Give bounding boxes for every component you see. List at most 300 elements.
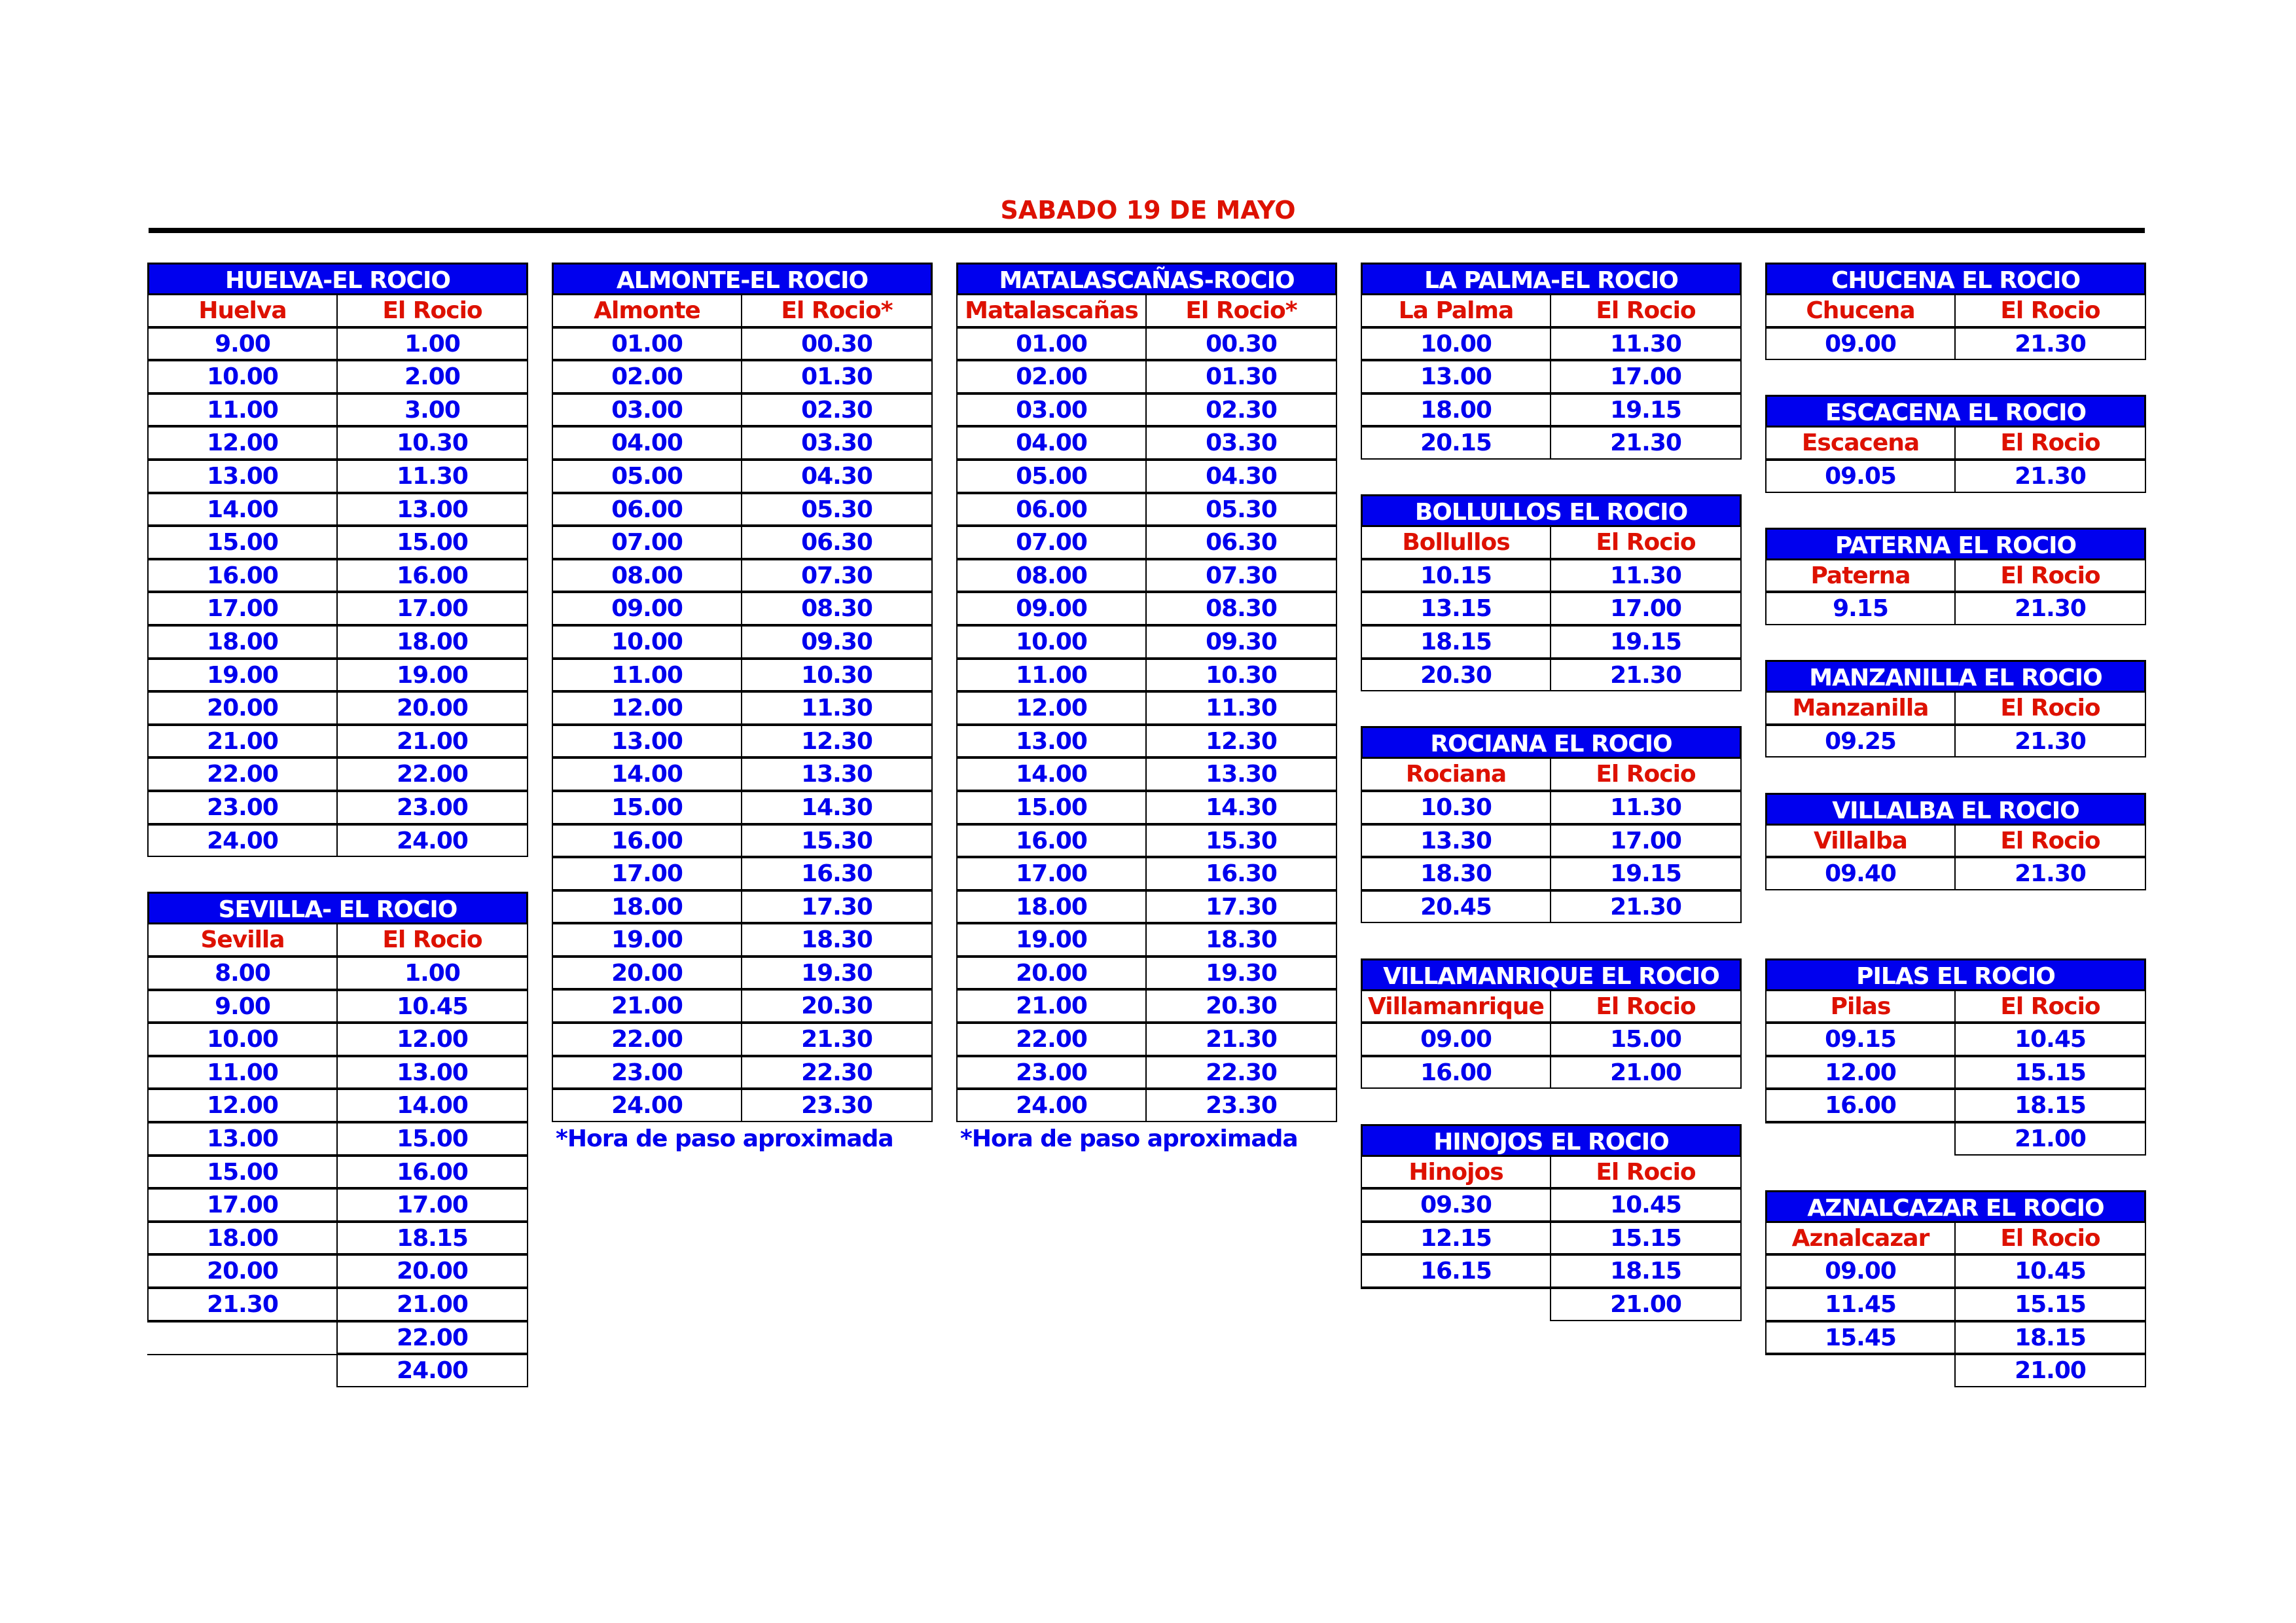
departure-time: 09.00 [552,592,742,625]
table-row [147,991,528,1025]
arrival-time: 06.30 [1145,526,1337,559]
table-row [147,660,528,693]
departure-time: 15.00 [147,1156,338,1189]
table-row [147,826,528,859]
destination-column-header: El Rocio [1550,526,1742,559]
table-row [552,560,933,594]
departure-time: 05.00 [956,460,1147,493]
arrival-time: 04.30 [741,460,933,493]
table-row [147,958,528,991]
table-row [552,826,933,859]
departure-time: 15.45 [1765,1321,1956,1355]
table-row [956,693,1337,726]
departure-time: 10.00 [956,625,1147,659]
column-header-row [956,295,1337,329]
departure-time: 22.00 [552,1023,742,1056]
departure-time: 16.00 [147,559,338,593]
arrival-time: 13.30 [1145,757,1337,791]
departure-time: 24.00 [956,1089,1147,1122]
timetable-title: LA PALMA-EL ROCIO [1361,263,1742,295]
timetable-title: ALMONTE-EL ROCIO [552,263,933,295]
table-row [552,1024,933,1057]
departure-time: 20.45 [1361,890,1551,924]
column-header-row [1361,759,1742,792]
departure-time: 19.00 [956,923,1147,957]
departure-time: 09.30 [1361,1188,1551,1222]
timetable-almonte [552,263,933,1123]
table-row [1765,1256,2146,1289]
table-row [147,1090,528,1123]
title-divider [149,228,2145,233]
arrival-time: 08.30 [741,592,933,625]
arrival-time: 21.00 [1550,1056,1742,1089]
empty-cell [1765,1354,1956,1387]
table-row [147,1057,528,1091]
table-row [552,792,933,826]
arrival-time: 19.15 [1550,857,1742,890]
table-row [147,1289,528,1322]
departure-time: 22.00 [147,757,338,791]
arrival-time: 07.30 [741,559,933,593]
arrival-time: 17.00 [336,1188,528,1222]
arrival-time: 22.00 [336,1321,528,1355]
departure-time: 09.05 [1765,460,1956,493]
table-row [552,693,933,726]
arrival-time: 19.15 [1550,393,1742,427]
departure-time: 15.00 [147,526,338,559]
table-row [147,461,528,494]
departure-time: 19.00 [552,923,742,957]
departure-time: 23.00 [956,1056,1147,1089]
origin-column-header: Huelva [147,294,338,327]
table-row [1361,560,1742,594]
arrival-time: 24.00 [336,1354,528,1387]
arrival-time: 21.00 [1954,1122,2146,1156]
arrival-time: 15.15 [1954,1288,2146,1321]
timetable-villalba [1765,793,2146,892]
departure-time: 18.00 [1361,393,1551,427]
departure-time: 20.00 [552,957,742,990]
departure-time: 13.00 [956,725,1147,758]
table-row [552,329,933,362]
arrival-time: 22.30 [1145,1056,1337,1089]
arrival-time: 09.30 [1145,625,1337,659]
column-header-row [1361,295,1742,329]
column-header-row [1361,1157,1742,1190]
origin-column-header: Rociana [1361,757,1551,791]
table-row [956,361,1337,395]
timetable-title: MATALASCAÑAS-ROCIO [956,263,1337,295]
departure-time: 16.15 [1361,1254,1551,1288]
departure-time: 9.00 [147,990,338,1023]
timetable-title: AZNALCAZAR EL ROCIO [1765,1190,2146,1223]
departure-time: 09.00 [956,592,1147,625]
departure-time: 10.00 [1361,327,1551,361]
departure-time: 9.00 [147,327,338,361]
departure-time: 09.40 [1765,857,1956,890]
arrival-time: 06.30 [741,526,933,559]
footnote: *Hora de paso aproximada [960,1125,1298,1152]
departure-time: 10.30 [1361,791,1551,824]
table-row [552,924,933,958]
column-header-row [1765,1223,2146,1256]
table-row [552,1090,933,1123]
destination-column-header: El Rocio* [741,294,933,327]
departure-time: 13.00 [147,1122,338,1156]
arrival-time: 01.30 [1145,360,1337,393]
arrival-time: 09.30 [741,625,933,659]
departure-time: 24.00 [147,824,338,858]
departure-time: 12.00 [147,1089,338,1122]
table-row [552,892,933,925]
departure-time: 17.00 [147,1188,338,1222]
table-row [1765,726,2146,759]
column-header-row [552,295,933,329]
arrival-time: 16.30 [1145,857,1337,890]
arrival-time: 21.00 [1550,1288,1742,1321]
timetable-sevilla [147,892,528,1388]
arrival-time: 18.00 [336,625,528,659]
departure-time: 21.00 [147,725,338,758]
empty-cell [147,1321,338,1355]
departure-time: 09.25 [1765,725,1956,758]
empty-cell [1361,1288,1551,1321]
arrival-time: 05.30 [1145,493,1337,526]
table-row [552,593,933,627]
table-row [147,627,528,660]
table-row [147,329,528,362]
arrival-time: 17.30 [741,890,933,924]
timetable-rociana [1361,726,1742,924]
table-row [147,1256,528,1289]
arrival-time: 20.00 [336,1254,528,1288]
departure-time: 12.00 [147,426,338,460]
arrival-time: 20.30 [1145,989,1337,1023]
timetable-chucena [1765,263,2146,361]
departure-time: 03.00 [552,393,742,427]
timetable-title: VILLAMANRIQUE EL ROCIO [1361,958,1742,991]
arrival-time: 19.15 [1550,625,1742,659]
arrival-time: 23.00 [336,791,528,824]
departure-time: 18.00 [552,890,742,924]
destination-column-header: El Rocio [1550,757,1742,791]
table-row [147,527,528,560]
timetable-title: SEVILLA- EL ROCIO [147,892,528,924]
table-row [1765,1355,2146,1389]
table-row [1361,1289,1742,1322]
arrival-time: 15.00 [336,1122,528,1156]
table-row [147,1024,528,1057]
column-header-row [1765,295,2146,329]
arrival-time: 17.00 [1550,824,1742,858]
table-row [956,991,1337,1024]
arrival-time: 11.30 [1550,559,1742,593]
departure-time: 13.00 [147,460,338,493]
table-row [956,660,1337,693]
table-row [552,858,933,892]
arrival-time: 11.30 [1550,791,1742,824]
arrival-time: 18.15 [1954,1321,2146,1355]
table-row [552,461,933,494]
departure-time: 9.15 [1765,592,1956,625]
departure-time: 18.00 [956,890,1147,924]
table-row [147,1190,528,1223]
departure-time: 17.00 [147,592,338,625]
timetable-huelva [147,263,528,858]
departure-time: 20.00 [147,1254,338,1288]
table-row [552,428,933,461]
table-row [147,726,528,759]
destination-column-header: El Rocio* [1145,294,1337,327]
departure-time: 20.00 [147,691,338,725]
departure-time: 09.00 [1765,327,1956,361]
table-row [147,593,528,627]
origin-column-header: Almonte [552,294,742,327]
arrival-time: 2.00 [336,360,528,393]
table-row [1765,858,2146,892]
arrival-time: 08.30 [1145,592,1337,625]
departure-time: 23.00 [552,1056,742,1089]
arrival-time: 21.30 [1550,659,1742,692]
table-row [1765,1123,2146,1157]
arrival-time: 02.30 [741,393,933,427]
table-row [956,792,1337,826]
table-row [1361,892,1742,925]
table-row [147,560,528,594]
column-header-row [1765,560,2146,594]
table-row [552,627,933,660]
departure-time: 20.30 [1361,659,1551,692]
arrival-time: 21.30 [1550,426,1742,460]
arrival-time: 13.00 [336,1056,528,1089]
table-row [1361,660,1742,693]
departure-time: 09.00 [1361,1023,1551,1056]
departure-time: 02.00 [956,360,1147,393]
destination-column-header: El Rocio [1954,294,2146,327]
timetable-villamanrique [1361,958,1742,1091]
departure-time: 8.00 [147,957,338,990]
departure-time: 22.00 [956,1023,1147,1056]
arrival-time: 21.30 [1954,460,2146,493]
destination-column-header: El Rocio [1954,559,2146,593]
column-header-row [147,295,528,329]
departure-time: 12.00 [956,691,1147,725]
table-row [1361,1190,1742,1223]
arrival-time: 03.30 [741,426,933,460]
arrival-time: 1.00 [336,327,528,361]
table-row [147,1355,528,1389]
column-header-row [1765,428,2146,461]
destination-column-header: El Rocio [1954,426,2146,460]
table-row [552,726,933,759]
arrival-time: 17.00 [1550,360,1742,393]
table-row [147,1223,528,1256]
timetable-bollullos [1361,494,1742,693]
arrival-time: 10.30 [336,426,528,460]
table-row [956,1024,1337,1057]
departure-time: 13.30 [1361,824,1551,858]
arrival-time: 15.30 [1145,824,1337,858]
table-row [956,826,1337,859]
departure-time: 11.00 [552,659,742,692]
timetable-title: MANZANILLA EL ROCIO [1765,660,2146,693]
arrival-time: 18.15 [336,1222,528,1255]
table-row [147,693,528,726]
departure-time: 11.00 [147,393,338,427]
table-row [1361,826,1742,859]
column-header-row [1765,991,2146,1025]
table-row [1765,1057,2146,1091]
table-row [147,1157,528,1190]
arrival-time: 01.30 [741,360,933,393]
table-row [1361,361,1742,395]
departure-time: 10.15 [1361,559,1551,593]
departure-time: 06.00 [956,493,1147,526]
table-row [1361,428,1742,461]
arrival-time: 21.30 [1954,725,2146,758]
departure-time: 10.00 [552,625,742,659]
timetable-title: VILLALBA EL ROCIO [1765,793,2146,826]
departure-time: 02.00 [552,360,742,393]
page-title: SABADO 19 DE MAYO [1000,196,1296,225]
table-row [552,660,933,693]
departure-time: 16.00 [1361,1056,1551,1089]
origin-column-header: Escacena [1765,426,1956,460]
table-row [956,1057,1337,1091]
destination-column-header: El Rocio [1954,824,2146,858]
origin-column-header: Matalascañas [956,294,1147,327]
table-row [1765,329,2146,362]
departure-time: 24.00 [552,1089,742,1122]
table-row [552,1057,933,1091]
departure-time: 03.00 [956,393,1147,427]
table-row [956,759,1337,792]
table-row [147,759,528,792]
origin-column-header: Chucena [1765,294,1956,327]
timetable-escacena [1765,395,2146,494]
timetable-title: PATERNA EL ROCIO [1765,528,2146,560]
timetable-paterna [1765,528,2146,627]
timetable-la-palma [1361,263,1742,461]
arrival-time: 20.00 [336,691,528,725]
table-row [1361,329,1742,362]
departure-time: 01.00 [956,327,1147,361]
arrival-time: 12.30 [1145,725,1337,758]
table-row [552,759,933,792]
timetable-title: ESCACENA EL ROCIO [1765,395,2146,428]
arrival-time: 11.30 [336,460,528,493]
table-row [552,361,933,395]
arrival-time: 19.30 [741,957,933,990]
origin-column-header: Villalba [1765,824,1956,858]
table-row [1361,395,1742,428]
departure-time: 16.00 [956,824,1147,858]
arrival-time: 19.00 [336,659,528,692]
departure-time: 08.00 [956,559,1147,593]
arrival-time: 17.00 [336,592,528,625]
arrival-time: 15.15 [1954,1056,2146,1089]
departure-time: 12.15 [1361,1222,1551,1255]
departure-time: 17.00 [956,857,1147,890]
departure-time: 08.00 [552,559,742,593]
destination-column-header: El Rocio [1954,990,2146,1023]
departure-time: 11.45 [1765,1288,1956,1321]
arrival-time: 16.30 [741,857,933,890]
table-row [1765,1322,2146,1356]
departure-time: 01.00 [552,327,742,361]
departure-time: 12.00 [1765,1056,1956,1089]
destination-column-header: El Rocio [336,923,528,957]
arrival-time: 00.30 [1145,327,1337,361]
departure-time: 21.00 [552,989,742,1023]
arrival-time: 21.30 [1954,592,2146,625]
arrival-time: 23.30 [741,1089,933,1122]
empty-cell [1765,1122,1956,1156]
column-header-row [1765,826,2146,859]
arrival-time: 13.00 [336,493,528,526]
table-row [1361,627,1742,660]
departure-time: 14.00 [552,757,742,791]
departure-time: 16.00 [552,824,742,858]
departure-time: 05.00 [552,460,742,493]
origin-column-header: Villamanrique [1361,990,1551,1023]
arrival-time: 18.15 [1550,1254,1742,1288]
column-header-row [147,924,528,958]
timetable-title: BOLLULLOS EL ROCIO [1361,494,1742,527]
table-row [956,461,1337,494]
arrival-time: 20.30 [741,989,933,1023]
arrival-time: 10.30 [741,659,933,692]
departure-time: 15.00 [552,791,742,824]
arrival-time: 21.30 [1954,327,2146,361]
table-row [1361,1223,1742,1256]
arrival-time: 13.30 [741,757,933,791]
table-row [956,494,1337,528]
arrival-time: 10.45 [336,990,528,1023]
timetable-title: HUELVA-EL ROCIO [147,263,528,295]
footnote: *Hora de paso aproximada [556,1125,893,1152]
arrival-time: 18.30 [1145,923,1337,957]
arrival-time: 02.30 [1145,393,1337,427]
departure-time: 23.00 [147,791,338,824]
arrival-time: 1.00 [336,957,528,990]
timetable-matalascanas [956,263,1337,1123]
table-row [956,892,1337,925]
arrival-time: 07.30 [1145,559,1337,593]
timetable-aznalcazar [1765,1190,2146,1389]
table-row [1765,593,2146,627]
destination-column-header: El Rocio [1550,1156,1742,1189]
arrival-time: 05.30 [741,493,933,526]
table-row [147,792,528,826]
origin-column-header: La Palma [1361,294,1551,327]
table-row [956,329,1337,362]
arrival-time: 21.00 [1954,1354,2146,1387]
table-row [956,858,1337,892]
table-row [552,494,933,528]
arrival-time: 22.00 [336,757,528,791]
table-row [956,428,1337,461]
table-row [956,627,1337,660]
table-row [147,428,528,461]
arrival-time: 18.15 [1954,1089,2146,1122]
arrival-time: 16.00 [336,559,528,593]
timetable-title: CHUCENA EL ROCIO [1765,263,2146,295]
arrival-time: 17.30 [1145,890,1337,924]
table-row [956,395,1337,428]
destination-column-header: El Rocio [1550,294,1742,327]
arrival-time: 23.30 [1145,1089,1337,1122]
